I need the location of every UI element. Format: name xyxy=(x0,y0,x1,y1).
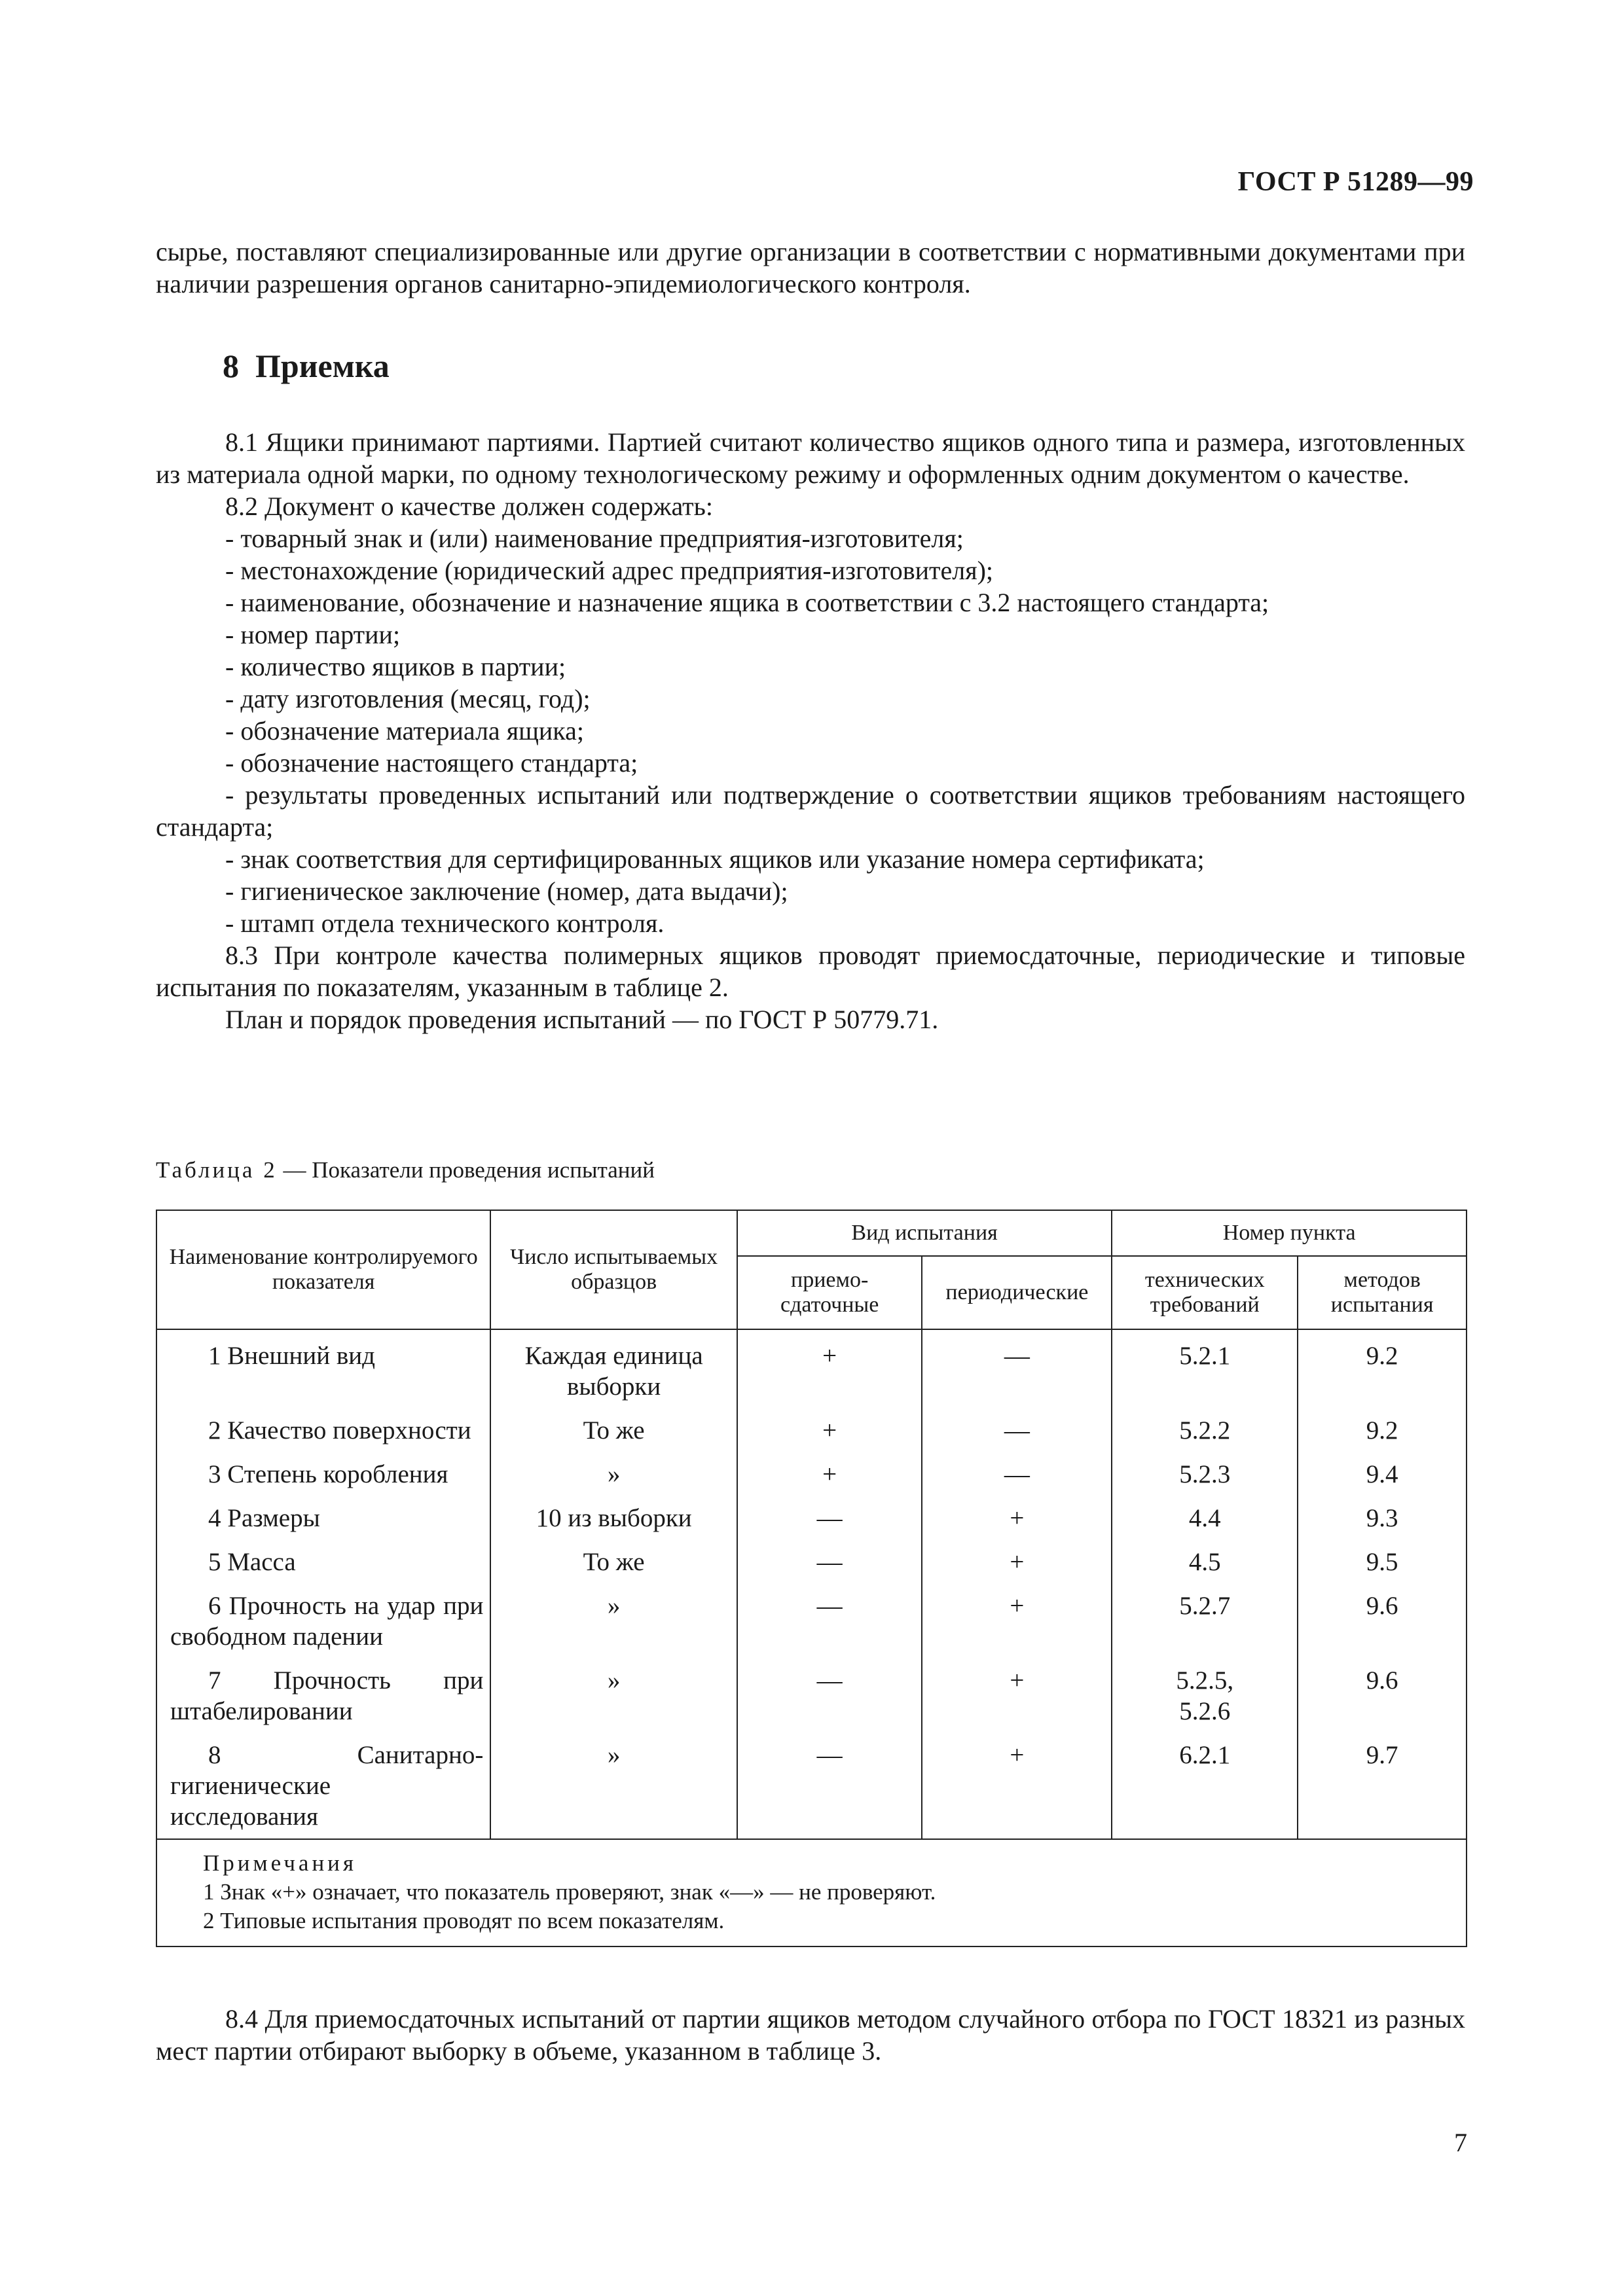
cell-count: 10 из выборки xyxy=(490,1503,737,1547)
cell-indicator: 4 Размеры xyxy=(156,1503,490,1547)
list-item: - товарный знак и (или) наименование предприятия-изготовителя; xyxy=(225,524,964,553)
list-item: - знак соответствия для сертифицированных ящиков или указание номера сертификата; xyxy=(225,844,1205,874)
cell-acceptance: + xyxy=(737,1329,922,1415)
paragraph-8-4: 8.4 Для приемосдаточных испытаний от партии ящиков методом случайного отбора по ГОСТ 18321 из разных мест партии отбирают выборку в объеме, указанном в таблице 3. xyxy=(156,2004,1465,2066)
cell-requirements: 5.2.7 xyxy=(1112,1590,1298,1665)
cell-methods: 9.7 xyxy=(1298,1740,1467,1839)
header-sample-count: Число испытываемых образцов xyxy=(490,1210,737,1329)
cell-acceptance: — xyxy=(737,1503,922,1547)
cell-periodic: — xyxy=(922,1329,1112,1415)
cell-indicator: 8 Санитарно-гигиенические исследования xyxy=(156,1740,490,1839)
section-title: Приемка xyxy=(255,348,390,384)
test-indicators-table xyxy=(156,1210,1467,1947)
note-item: 1 Знак «+» означает, что показатель проверяют, знак «—» — не проверяют. xyxy=(203,1879,936,1905)
cell-requirements: 5.2.1 xyxy=(1112,1329,1298,1415)
cell-count: » xyxy=(490,1665,737,1740)
list-item: - количество ящиков в партии; xyxy=(225,652,566,681)
cell-periodic: + xyxy=(922,1665,1112,1740)
table-row xyxy=(156,1415,1467,1459)
list-item: - дату изготовления (месяц, год); xyxy=(225,684,591,713)
cell-acceptance: — xyxy=(737,1590,922,1665)
cell-acceptance: + xyxy=(737,1459,922,1503)
cell-methods: 9.2 xyxy=(1298,1329,1467,1415)
cell-requirements: 4.4 xyxy=(1112,1503,1298,1547)
list-item: - гигиеническое заключение (номер, дата выдачи); xyxy=(225,876,788,906)
cell-indicator: 6 Прочность на удар при свободном падении xyxy=(156,1590,490,1665)
cell-acceptance: — xyxy=(737,1740,922,1839)
cell-periodic: — xyxy=(922,1415,1112,1459)
paragraph-8-4-block xyxy=(156,2003,1465,2067)
cell-methods: 9.3 xyxy=(1298,1503,1467,1547)
cell-indicator: 3 Степень коробления xyxy=(156,1459,490,1503)
cell-methods: 9.5 xyxy=(1298,1547,1467,1590)
list-item: - наименование, обозначение и назначение ящика в соответствии с 3.2 настоящего стандарта; xyxy=(225,588,1269,617)
cell-periodic: + xyxy=(922,1740,1112,1839)
cell-requirements: 5.2.3 xyxy=(1112,1459,1298,1503)
cell-periodic: + xyxy=(922,1547,1112,1590)
header-technical-requirements: технических требований xyxy=(1112,1256,1298,1329)
list-item: - результаты проведенных испытаний или подтверждение о соответствии ящиков требованиям настоящего стандарта; xyxy=(156,780,1465,842)
cell-indicator: 2 Качество поверхности xyxy=(156,1415,490,1459)
table-row xyxy=(156,1590,1467,1665)
cell-methods: 9.6 xyxy=(1298,1665,1467,1740)
table-row xyxy=(156,1547,1467,1590)
note-item: 2 Типовые испытания проводят по всем показателям. xyxy=(203,1908,725,1933)
table-caption-label: Таблица 2 xyxy=(156,1157,278,1183)
table-row xyxy=(156,1503,1467,1547)
cell-methods: 9.4 xyxy=(1298,1459,1467,1503)
header-indicator-name: Наименование контролируемого показателя xyxy=(156,1210,490,1329)
list-item: - обозначение материала ящика; xyxy=(225,716,584,745)
cell-count: » xyxy=(490,1459,737,1503)
cell-methods: 9.6 xyxy=(1298,1590,1467,1665)
header-test-type: Вид испытания xyxy=(737,1210,1112,1256)
list-item: - местонахождение (юридический адрес предприятия-изготовителя); xyxy=(225,556,994,585)
cell-count: » xyxy=(490,1740,737,1839)
cell-indicator: 1 Внешний вид xyxy=(156,1329,490,1415)
cell-methods: 9.2 xyxy=(1298,1415,1467,1459)
paragraph-8-3-plan: План и порядок проведения испытаний — по ГОСТ Р 50779.71. xyxy=(225,1005,939,1034)
cell-periodic: + xyxy=(922,1590,1112,1665)
cell-periodic: — xyxy=(922,1459,1112,1503)
header-acceptance: приемо-сдаточные xyxy=(737,1256,922,1329)
header-test-methods: методов испытания xyxy=(1298,1256,1467,1329)
table-row xyxy=(156,1665,1467,1740)
paragraph-8-3: 8.3 При контроле качества полимерных ящиков проводят приемосдаточные, периодические и типовые испытания по показателям, указанным в таблице 2. xyxy=(156,941,1465,1002)
header-clause-number: Номер пункта xyxy=(1112,1210,1467,1256)
table-notes xyxy=(156,1839,1467,1946)
paragraph-8-2: 8.2 Документ о качестве должен содержать: xyxy=(225,492,714,521)
cell-count: Каждая единица выборки xyxy=(490,1329,737,1415)
cell-indicator: 7 Прочность при штабелировании xyxy=(156,1665,490,1740)
cell-requirements: 4.5 xyxy=(1112,1547,1298,1590)
table-caption xyxy=(156,1157,655,1183)
list-item: - штамп отдела технического контроля. xyxy=(225,908,665,938)
notes-title: Примечания xyxy=(203,1850,357,1876)
intro-paragraph xyxy=(156,236,1465,300)
paragraph-8-1: 8.1 Ящики принимают партиями. Партией считают количество ящиков одного типа и размера, изготовленных из материала одной марки, по одному технологическому режиму и оформленных одним документом о качестве. xyxy=(156,427,1465,489)
table-row xyxy=(156,1329,1467,1415)
section-body xyxy=(156,426,1465,1035)
cell-indicator: 5 Масса xyxy=(156,1547,490,1590)
intro-paragraph-text: сырье, поставляют специализированные или другие организации в соответствии с нормативными документами при наличии разрешения органов санитарно-эпидемиологического контроля. xyxy=(156,237,1465,298)
section-number: 8 xyxy=(223,348,239,384)
section-heading xyxy=(223,347,390,385)
header-periodic: периодические xyxy=(922,1256,1112,1329)
cell-requirements: 6.2.1 xyxy=(1112,1740,1298,1839)
table-caption-text: — Показатели проведения испытаний xyxy=(277,1157,655,1183)
cell-requirements: 5.2.2 xyxy=(1112,1415,1298,1459)
document-id-header: ГОСТ Р 51289—99 xyxy=(1237,167,1474,197)
cell-count: » xyxy=(490,1590,737,1665)
cell-acceptance: — xyxy=(737,1665,922,1740)
page-number: 7 xyxy=(1454,2128,1467,2157)
cell-requirements: 5.2.5, 5.2.6 xyxy=(1112,1665,1298,1740)
cell-count: То же xyxy=(490,1415,737,1459)
list-item: - номер партии; xyxy=(225,620,401,649)
cell-periodic: + xyxy=(922,1503,1112,1547)
cell-acceptance: + xyxy=(737,1415,922,1459)
list-item: - обозначение настоящего стандарта; xyxy=(225,748,638,778)
cell-count: То же xyxy=(490,1547,737,1590)
cell-acceptance: — xyxy=(737,1547,922,1590)
table-row xyxy=(156,1740,1467,1839)
table-row xyxy=(156,1459,1467,1503)
